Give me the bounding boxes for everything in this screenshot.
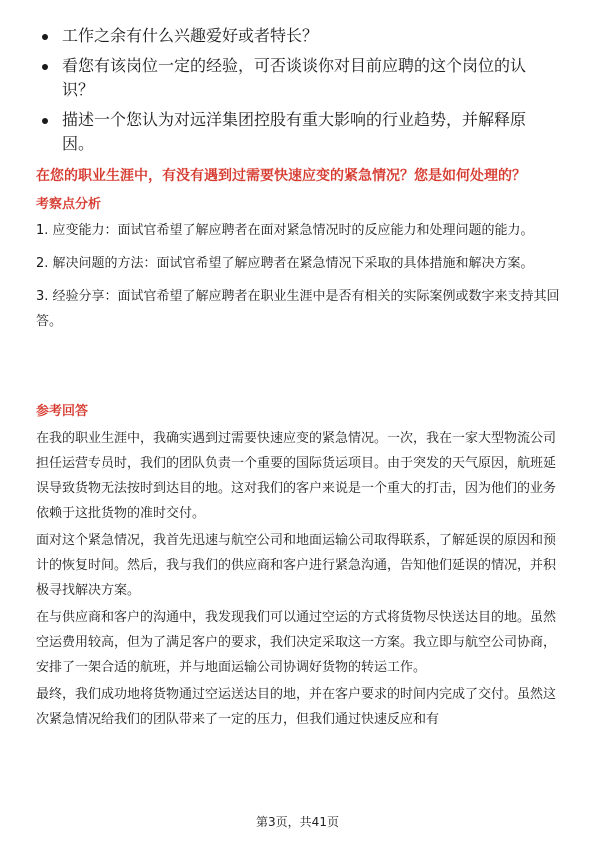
- analysis-point: 2. 解决问题的方法：面试官希望了解应聘者在紧急情况下采取的具体措施和解决方案。: [36, 256, 534, 271]
- list-item: 描述一个您认为对远洋集团控股有重大影响的行业趋势，并解释原因。: [36, 108, 556, 156]
- analysis-title: 考察点分析: [36, 197, 102, 212]
- analysis-point: 1. 应变能力：面试官希望了解应聘者在面对紧急情况时的反应能力和处理问题的能力。: [36, 223, 534, 238]
- answer-title: 参考回答: [36, 404, 89, 419]
- answer-paragraph: 面对这个紧急情况，我首先迅速与航空公司和地面运输公司取得联系，了解延误的原因和预计的恢复时间。然后，我与我们的供应商和客户进行紧急沟通，告知他们延误的情况，并积极寻找解决方案。: [36, 533, 557, 598]
- answer-paragraph: 在我的职业生涯中，我确实遇到过需要快速应变的紧急情况。一次，我在一家大型物流公司担任运营专员时，我们的团队负责一个重要的国际货运项目。由于突发的天气原因，航班延误导致货物无法按时到达目的地。这对我们的客户来说是一个重大的打击，因为他们的业务依赖于这批货物的准时交付。: [36, 431, 557, 521]
- answer-paragraph: 在与供应商和客户的沟通中，我发现我们可以通过空运的方式将货物尽快送达目的地。虽然空运费用较高，但为了满足客户的要求，我们决定采取这一方案。我立即与航空公司协商，安排了一架合适的航班，并与地面运输公司协调好货物的转运工作。: [36, 610, 557, 675]
- analysis-point: 3. 经验分享：面试官希望了解应聘者在职业生涯中是否有相关的实际案例或数字来支持其回答。: [36, 289, 560, 329]
- list-item: 看您有该岗位一定的经验，可否谈谈你对目前应聘的这个岗位的认识？: [36, 54, 556, 102]
- bullet-dot-icon: [42, 64, 48, 70]
- list-item: 工作之余有什么兴趣爱好或者特长？: [36, 24, 556, 48]
- question-heading: 在您的职业生涯中，有没有遇到过需要快速应变的紧急情况？您是如何处理的？: [36, 168, 526, 184]
- bullet-dot-icon: [42, 34, 48, 40]
- interview-question-list: [36, 24, 556, 162]
- bullet-dot-icon: [42, 118, 48, 124]
- answer-section: [36, 426, 566, 734]
- analysis-section: [36, 218, 566, 342]
- answer-paragraph: 最终，我们成功地将货物通过空运送达目的地，并在客户要求的时间内完成了交付。虽然这次紧急情况给我们的团队带来了一定的压力，但我们通过快速反应和有: [36, 687, 557, 727]
- page-number: 第3页，共41页: [256, 815, 339, 829]
